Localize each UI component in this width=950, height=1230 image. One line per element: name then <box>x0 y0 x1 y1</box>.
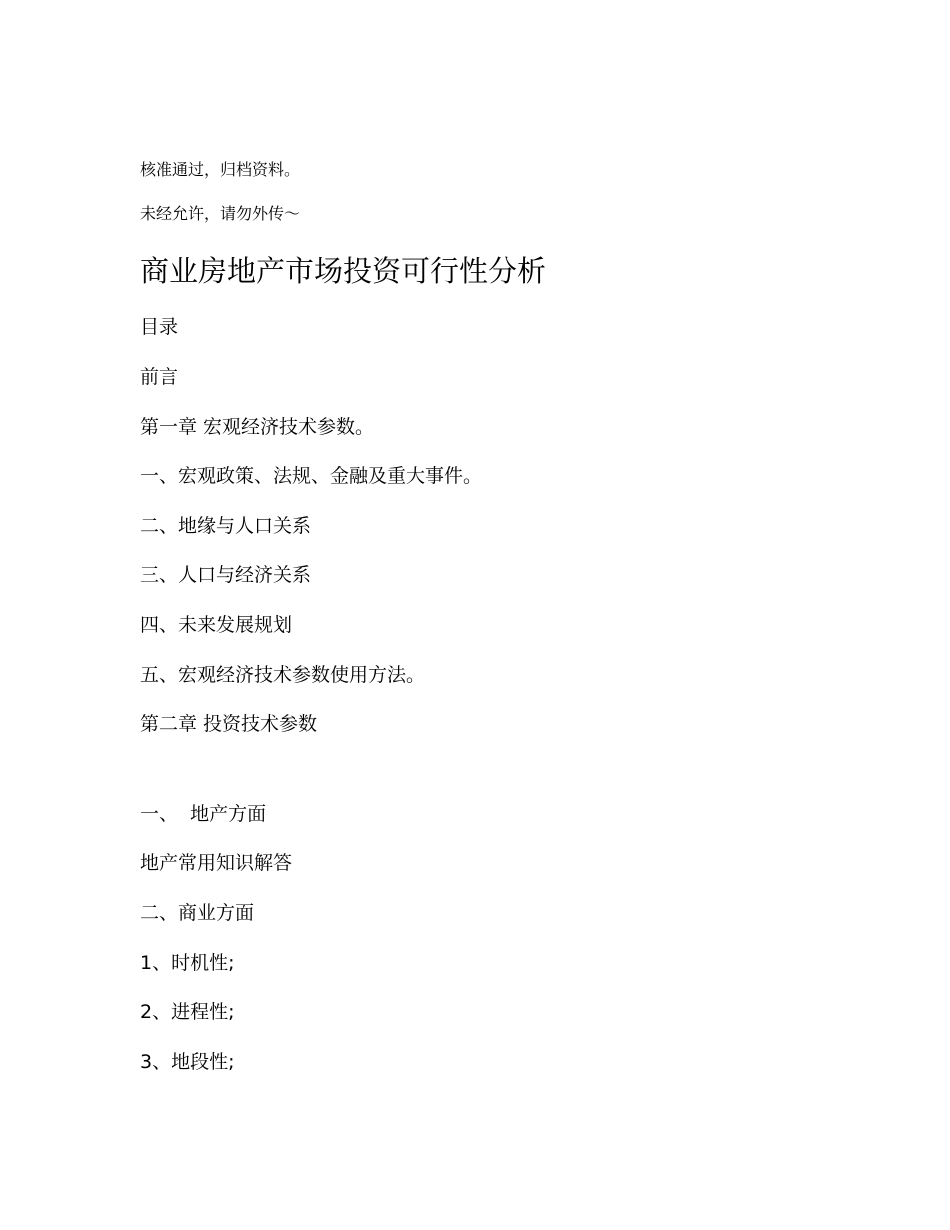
toc-preface: 前言 <box>140 366 179 388</box>
toc-ch2-commerce-item: 2、进程性; <box>140 1001 235 1023</box>
toc-ch1-item: 五、宏观经济技术参数使用方法。 <box>140 664 426 686</box>
toc-chapter-2: 第二章 投资技术参数 <box>140 713 318 735</box>
toc-ch2-section-commerce: 二、商业方面 <box>140 902 255 924</box>
notice-approved: 核准通过，归档资料。 <box>140 160 301 179</box>
toc-ch1-item: 四、未来发展规划 <box>140 614 293 636</box>
toc-ch2-realestate-faq: 地产常用知识解答 <box>140 852 293 874</box>
toc-ch2-commerce-item: 1、时机性; <box>140 952 235 974</box>
toc-ch2-commerce-item: 3、地段性; <box>140 1051 235 1073</box>
notice-confidential: 未经允许，请勿外传～ <box>140 204 301 223</box>
toc-chapter-1: 第一章 宏观经济技术参数。 <box>140 416 375 438</box>
toc-ch1-item: 二、地缘与人口关系 <box>140 515 312 537</box>
toc-ch2-section-realestate: 一、 地产方面 <box>140 803 267 825</box>
toc-ch1-item: 一、宏观政策、法规、金融及重大事件。 <box>140 465 483 487</box>
document-title: 商业房地产市场投资可行性分析 <box>140 254 547 288</box>
toc-label: 目录 <box>140 316 179 338</box>
toc-ch1-item: 三、人口与经济关系 <box>140 564 312 586</box>
